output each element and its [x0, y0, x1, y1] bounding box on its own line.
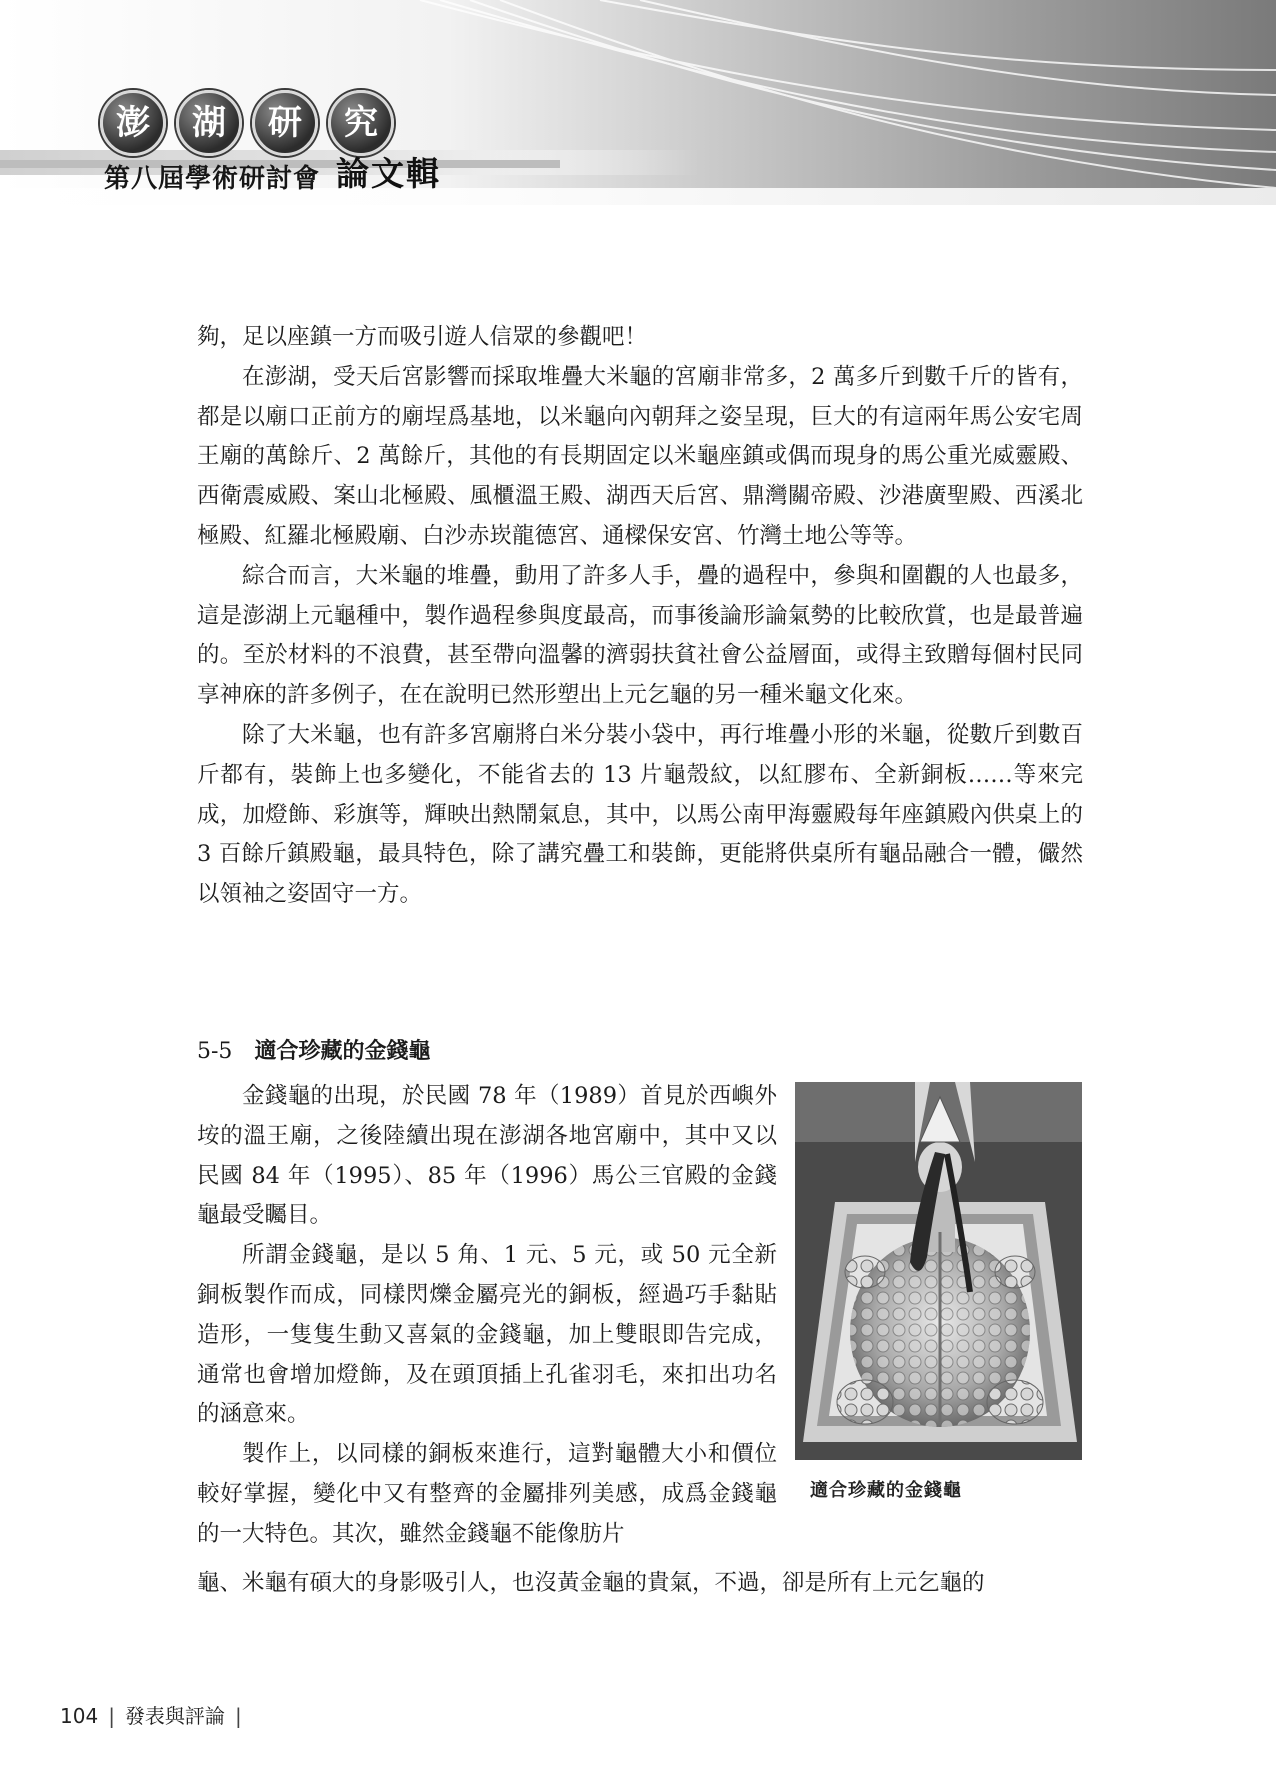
paragraph: 金錢龜的出現，於民國 78 年（1989）首見於西嶼外垵的溫王廟，之後陸續出現在澎湖各地宮廟中，其中又以民國 84 年（1995）、85 年（1996）馬公三官殿的金錢龜最受矚目。	[197, 1083, 777, 1229]
body-text	[197, 318, 1083, 915]
section-text-column	[197, 1077, 777, 1555]
series-title-char: 湖	[176, 90, 242, 156]
paragraph: 綜合而言，大米龜的堆疊，動用了許多人手，疊的過程中，參與和圍觀的人也最多，這是澎湖上元龜種中，製作過程參與度最高，而事後論形論氣勢的比較欣賞，也是最普遍的。至於材料的不浪費，甚至帶向溫馨的濟弱扶貧社會公益層面，或得主致贈每個村民同享神庥的許多例子，在在說明已然形塑出上元乞龜的另一種米龜文化來。	[197, 562, 1083, 709]
series-title-char: 研	[252, 90, 318, 156]
paragraph: 所謂金錢龜，是以 5 角、1 元、5 元，或 50 元全新銅板製作而成，同樣閃爍金屬亮光的銅板，經過巧手黏貼造形，一隻隻生動又喜氣的金錢龜，加上雙眼即告完成，通常也會增加燈飾，及在頭頂插上孔雀羽毛，來扣出功名的涵意來。	[197, 1242, 777, 1428]
series-title-char: 澎	[100, 90, 166, 156]
coin-turtle-illustration	[795, 1082, 1082, 1460]
paragraph: 在澎湖，受天后宮影響而採取堆疊大米龜的宮廟非常多，2 萬多斤到數千斤的皆有，都是以廟口正前方的廟埕爲基地，以米龜向內朝拜之姿呈現，巨大的有這兩年馬公安宅周王廟的萬餘斤、2 萬餘斤，其他的有長期固定以米龜座鎮或偶而現身的馬公重光威靈殿、西衛震威殿、案山北極殿、風櫃溫王殿、湖西天后宮、鼎灣關帝殿、沙港廣聖殿、西溪北極殿、紅羅北極殿廟、白沙赤崁龍德宮、通樑保安宮、竹灣土地公等等。	[197, 363, 1083, 549]
continuation-line	[197, 1564, 1083, 1604]
paragraph: 除了大米龜，也有許多宮廟將白米分裝小袋中，再行堆疊小形的米龜，從數斤到數百斤都有，裝飾上也多變化，不能省去的 13 片龜殼紋，以紅膠布、全新銅板……等來完成，加燈飾、彩旗等，輝映出熱鬧氣息，其中，以馬公南甲海靈殿每年座鎮殿內供桌上的 3 百餘斤鎮殿龜，最具特色，除了講究疊工和裝飾，更能將供桌所有龜品融合一體，儼然以領袖之姿固守一方。	[197, 721, 1083, 908]
series-title-char: 究	[328, 90, 394, 156]
section-number: 5-5	[197, 1039, 233, 1064]
footer-section-name: 發表與評論	[124, 1704, 225, 1728]
figure-caption: 適合珍藏的金錢龜	[810, 1480, 962, 1501]
section-title: 適合珍藏的金錢龜	[254, 1038, 431, 1064]
page-number: 104	[60, 1704, 99, 1728]
paragraph: 夠，足以座鎮一方而吸引遊人信眾的參觀吧！	[197, 324, 648, 350]
footer-separator: |	[108, 1704, 115, 1728]
collection-name: 論文輯	[336, 154, 442, 193]
conference-name: 第八屆學術研討會	[104, 164, 321, 194]
footer-separator: |	[234, 1704, 242, 1728]
paragraph: 龜、米龜有碩大的身影吸引人，也沒黃金龜的貴氣，不過，卻是所有上元乞龜的	[197, 1570, 985, 1596]
paragraph: 製作上，以同樣的銅板來進行，這對龜體大小和價位較好掌握，變化中又有整齊的金屬排列美感，成爲金錢龜的一大特色。其次，雖然金錢龜不能像肪片	[197, 1441, 777, 1547]
page-footer	[60, 1700, 252, 1729]
page-header	[0, 0, 1276, 210]
conference-subtitle	[104, 148, 441, 195]
coin-turtle-photo	[795, 1082, 1082, 1460]
series-title	[100, 90, 394, 156]
section-heading	[197, 1034, 430, 1065]
